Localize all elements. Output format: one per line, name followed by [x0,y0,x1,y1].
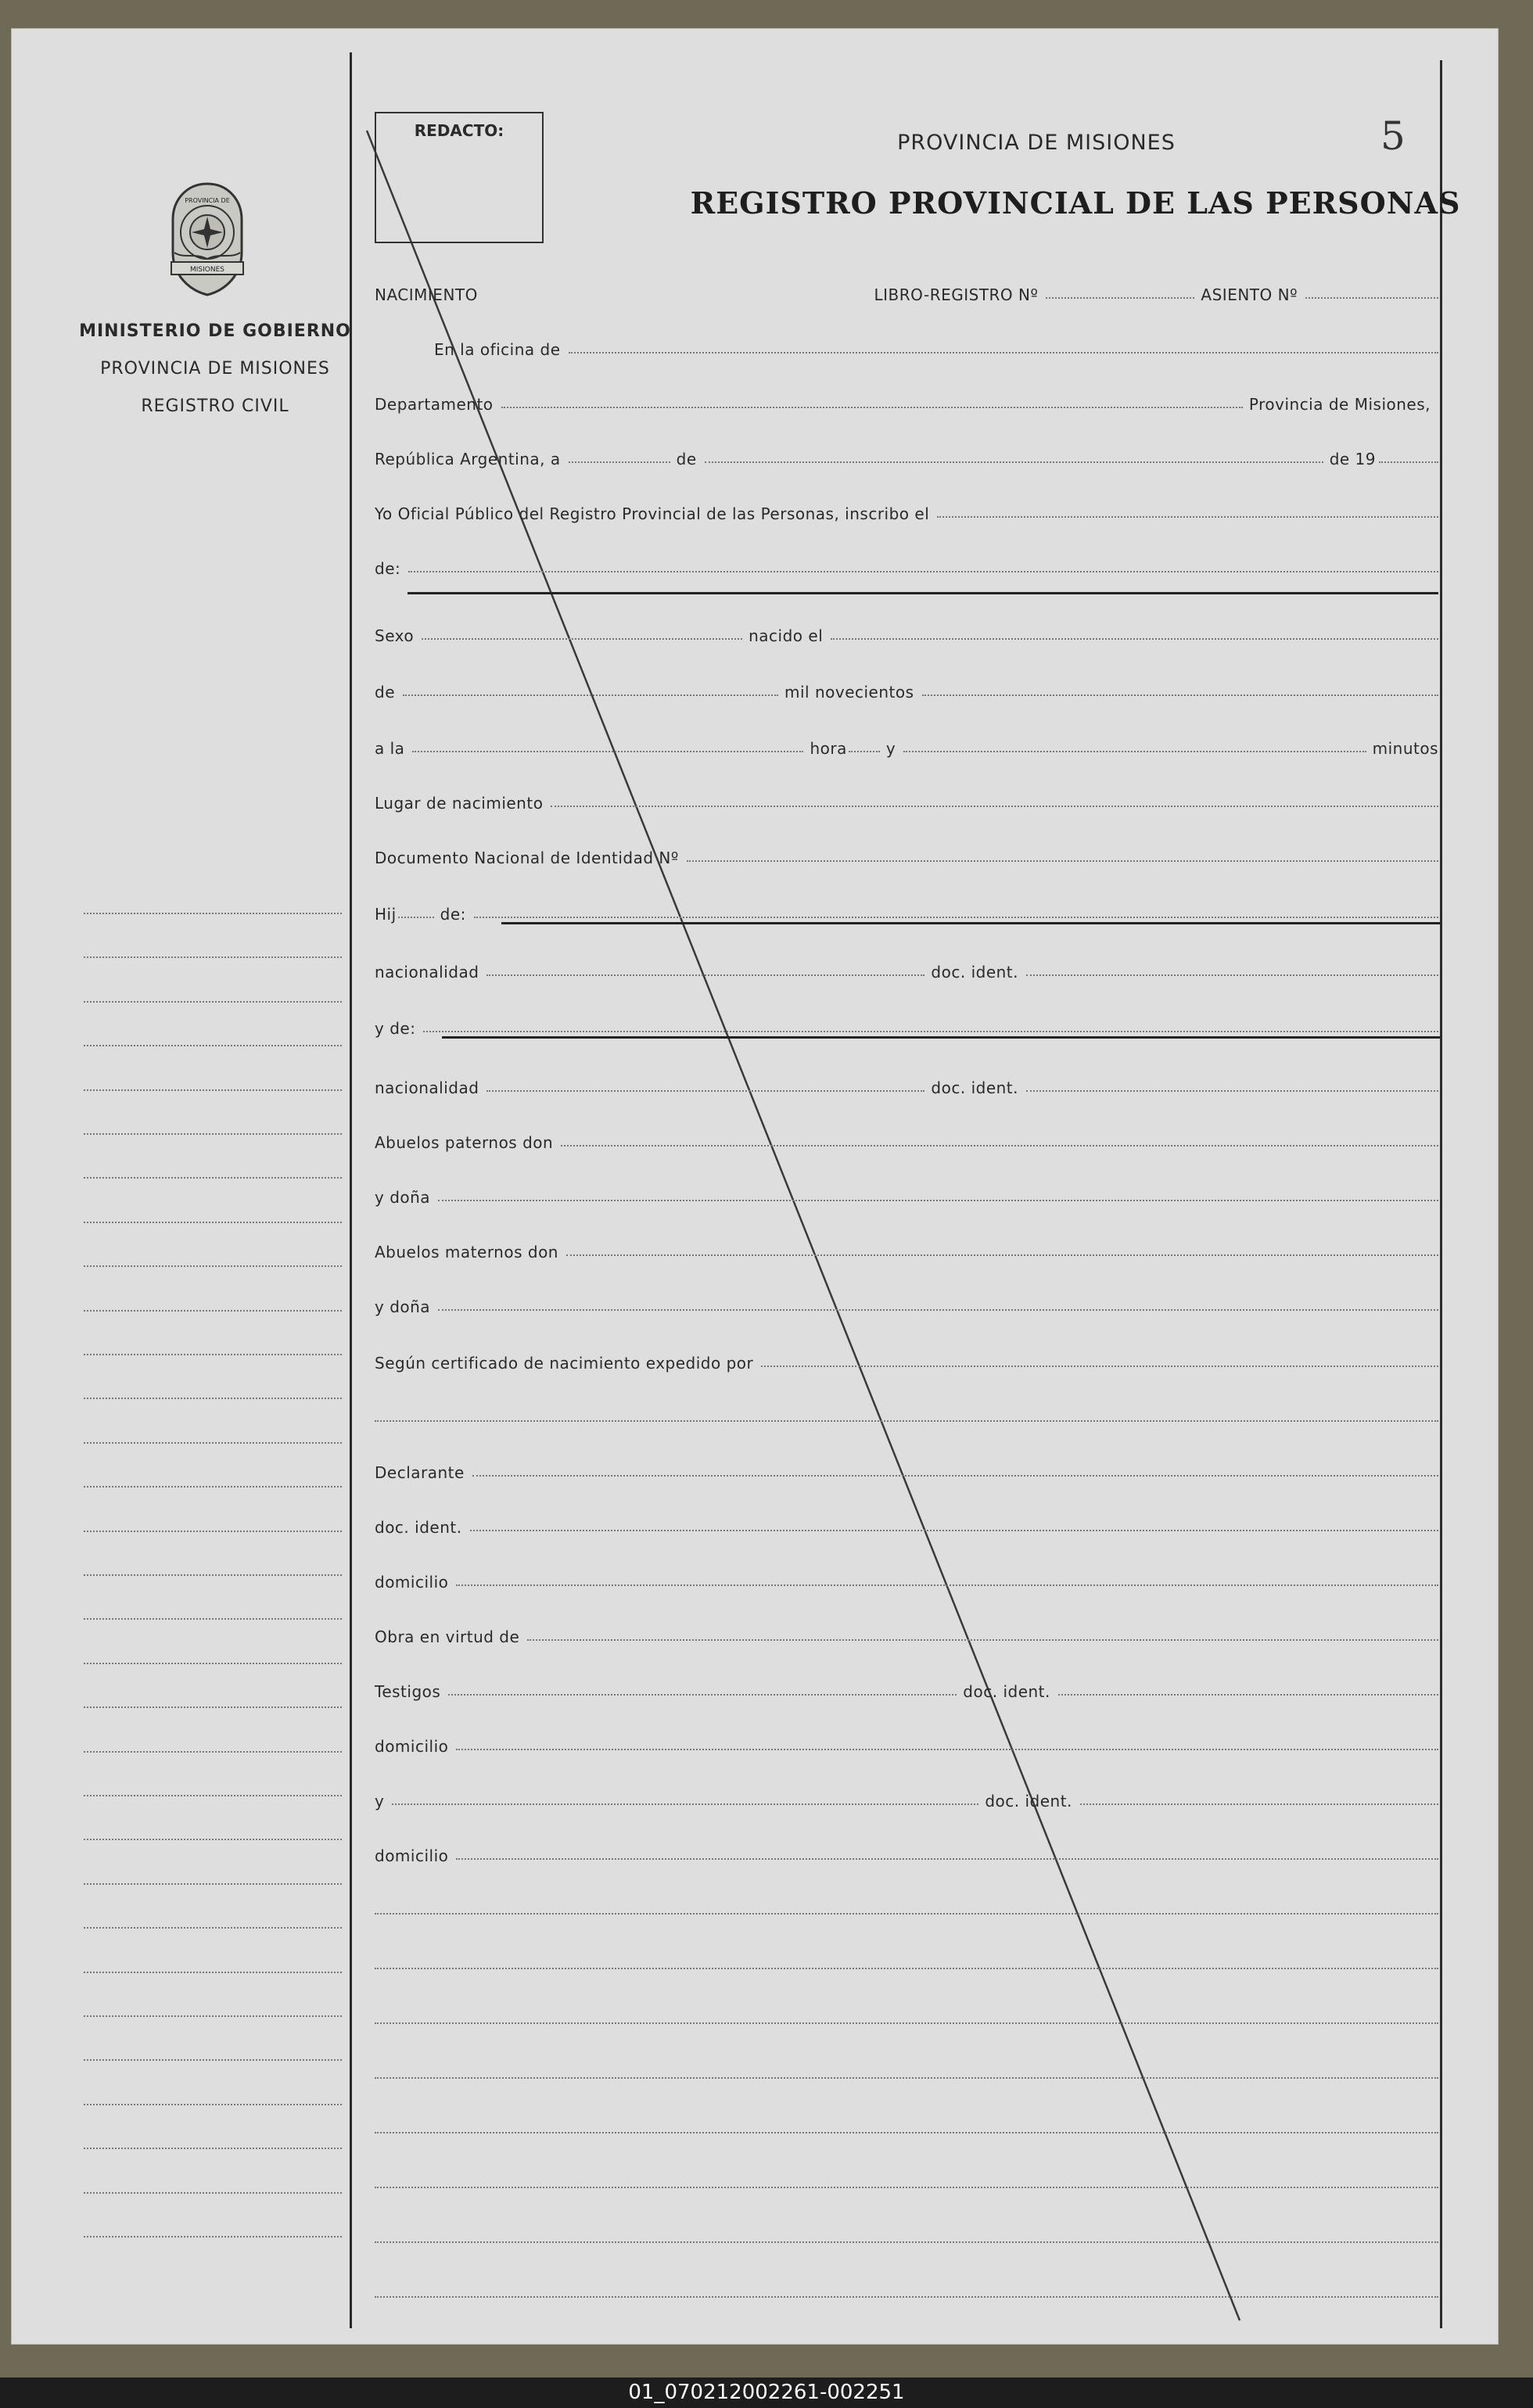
field-asiento[interactable] [1305,297,1438,299]
field-testigo-1-domicilio[interactable] [456,1749,1438,1750]
field-mes-nacimiento[interactable] [403,694,778,696]
svg-text:PROVINCIA DE: PROVINCIA DE [185,197,230,204]
row-nacionalidad-1 [375,953,1438,982]
margin-note-line[interactable] [84,913,342,914]
margin-note-line[interactable] [84,2015,342,2017]
label-declarante: Declarante [375,1463,465,1482]
row-yo-oficial [375,495,1438,523]
field-anio[interactable] [1379,461,1438,463]
margin-note-line[interactable] [84,1795,342,1796]
margin-note-line[interactable] [84,1177,342,1179]
blank-line-field[interactable] [375,1913,1438,1915]
field-a-la[interactable] [412,751,803,752]
row-documento [375,839,1438,867]
row-nacimiento [375,276,1438,304]
scan-caption: 01_070212002261-002251 [0,2377,1533,2408]
registry-title: REGISTRO PROVINCIAL DE LAS PERSONAS [690,185,1461,221]
row-testigo-2 [375,1782,1438,1810]
margin-note-line[interactable] [84,1574,342,1576]
margin-note-line[interactable] [84,2148,342,2149]
label-obra: Obra en virtud de [375,1627,520,1646]
field-lugar[interactable] [551,806,1438,807]
label-oficina: En la oficina de [434,340,561,359]
field-testigo-1-doc[interactable] [1058,1694,1438,1696]
field-hij-suffix[interactable] [398,917,434,918]
margin-note-line[interactable] [84,1398,342,1399]
redacto-box [375,112,544,243]
row-testigo-2-domicilio [375,1837,1438,1865]
row-de-nombre [375,550,1438,578]
row-declarante-doc [375,1509,1438,1537]
label-de-mes: de [375,683,395,702]
margin-note-line[interactable] [84,2104,342,2105]
label-testigo-1-doc: doc. ident. [963,1682,1050,1701]
label-declarante-doc: doc. ident. [375,1518,462,1537]
field-inscribo[interactable] [937,516,1438,518]
field-nombre[interactable] [408,571,1438,572]
row-hij [375,895,1438,924]
province-crest-logo [160,178,254,303]
margin-note-line[interactable] [84,1618,342,1620]
blank-line-field[interactable] [375,2187,1438,2188]
label-abuelos-paternos: Abuelos paternos don [375,1133,554,1152]
redacto-label: REDACTO: [414,121,504,140]
blank-line-field[interactable] [375,2077,1438,2079]
margin-note-line[interactable] [84,1751,342,1753]
field-abuela-paterna[interactable] [438,1200,1438,1201]
label-y-dona-1: y doña [375,1188,431,1207]
row-oficina [434,331,1438,359]
margin-note-line[interactable] [84,1222,342,1223]
field-minutos[interactable] [903,751,1366,752]
row-sexo [375,617,1438,645]
row-nacionalidad-2 [375,1069,1438,1097]
header-province: PROVINCIA DE MISIONES [897,131,1176,155]
field-abuela-materna[interactable] [438,1309,1438,1311]
label-nacimiento: NACIMIENTO [375,285,478,304]
label-testigos: Testigos [375,1682,441,1701]
field-declarante[interactable] [472,1475,1438,1477]
blank-row [375,2056,1438,2084]
margin-note-line[interactable] [84,1045,342,1046]
row-testigo-1-domicilio [375,1728,1438,1756]
row-abuelos-paternos [375,1124,1438,1152]
margin-note-line[interactable] [84,1089,342,1091]
ministry-province: PROVINCIA DE MISIONES [100,359,330,379]
label-a-la: a la [375,739,405,758]
label-de-colon: de: [375,559,401,578]
field-madre[interactable] [423,1031,1438,1032]
label-departamento: Departamento [375,395,494,414]
margin-note-line[interactable] [84,1531,342,1532]
row-certificado-cont [375,1399,1438,1427]
margin-note-line[interactable] [84,1001,342,1003]
row-dona-materna [375,1288,1438,1316]
blank-row [375,2220,1438,2248]
label-declarante-domicilio: domicilio [375,1573,449,1592]
field-oficina[interactable] [569,352,1438,353]
ministry-registry: REGISTRO CIVIL [141,397,289,416]
label-yo-oficial: Yo Oficial Público del Registro Provincial de las Personas, inscribo el [375,504,930,523]
row-departamento [375,386,1438,414]
label-asiento: ASIENTO Nº [1201,285,1298,304]
margin-note-line[interactable] [84,1310,342,1312]
margin-note-line[interactable] [84,1442,342,1444]
page-number: 5 [1380,113,1406,159]
margin-note-line[interactable] [84,2059,342,2061]
label-doc-ident-2: doc. ident. [931,1078,1018,1097]
field-declarante-domicilio[interactable] [456,1584,1438,1586]
blank-row [375,2275,1438,2303]
label-testigo-2-doc: doc. ident. [985,1792,1072,1810]
field-mes[interactable] [705,461,1323,463]
field-obra[interactable] [527,1639,1438,1641]
field-abuelo-materno[interactable] [566,1254,1438,1256]
field-nacionalidad-1[interactable] [486,974,924,976]
label-minutos: minutos [1372,739,1438,758]
label-y-de: y de: [375,1019,416,1038]
field-doc-ident-2[interactable] [1026,1090,1438,1092]
margin-note-line[interactable] [84,1133,342,1135]
label-mil-novecientos: mil novecientos [784,683,914,702]
margin-note-line[interactable] [84,1927,342,1929]
margin-divider [350,52,352,2328]
label-de-19: de 19 [1329,450,1376,468]
label-lugar: Lugar de nacimiento [375,794,544,813]
field-declarante-doc[interactable] [470,1530,1438,1531]
field-doc-ident-1[interactable] [1026,974,1438,976]
label-testigo-2-domicilio: domicilio [375,1846,449,1865]
row-mil-novecientos [375,673,1438,702]
row-declarante [375,1454,1438,1482]
field-certificado[interactable] [761,1365,1438,1367]
field-certificado-cont[interactable] [375,1420,1438,1422]
row-certificado [375,1344,1438,1373]
label-libro-registro: LIBRO-REGISTRO Nº [874,285,1039,304]
margin-note-line[interactable] [84,1265,342,1267]
field-testigo-2[interactable] [392,1803,978,1805]
field-dia[interactable] [569,461,670,463]
field-padre[interactable] [474,917,1438,918]
svg-text:MISIONES: MISIONES [189,266,225,274]
row-declarante-domicilio [375,1563,1438,1592]
blank-line-field[interactable] [375,2022,1438,2024]
label-doc-ident-1: doc. ident. [931,963,1018,982]
margin-note-line[interactable] [84,1972,342,1973]
margin-note-line[interactable] [84,1839,342,1840]
field-testigo-2-doc[interactable] [1080,1803,1438,1805]
margin-note-line[interactable] [84,1354,342,1355]
field-sexo[interactable] [422,638,742,640]
label-y-dona-2: y doña [375,1297,431,1316]
field-departamento[interactable] [501,407,1243,408]
blank-row [375,2111,1438,2139]
document-page [11,28,1499,2345]
blank-row [375,1892,1438,1920]
row-y-de [375,1010,1438,1038]
field-hora[interactable] [849,751,880,752]
label-hij: Hij [375,905,397,924]
right-border [1440,60,1442,2328]
margin-note-line[interactable] [84,956,342,958]
row-obra [375,1618,1438,1646]
field-testigo-2-domicilio[interactable] [456,1858,1438,1860]
label-nacido-el: nacido el [749,626,824,645]
label-abuelos-maternos: Abuelos maternos don [375,1243,558,1261]
margin-note-line[interactable] [84,2192,342,2194]
field-nacionalidad-2[interactable] [486,1090,924,1092]
blank-line-field[interactable] [375,2241,1438,2243]
blank-line-field[interactable] [375,2132,1438,2133]
label-y-testigo: y [375,1792,385,1810]
label-y: y [885,739,896,758]
row-testigos [375,1673,1438,1701]
label-de-padre: de: [440,905,466,924]
rule-2 [501,922,1440,924]
margin-note-line[interactable] [84,1663,342,1664]
blank-line-field[interactable] [375,1968,1438,1969]
blank-row [375,2001,1438,2029]
blank-row [375,1947,1438,1975]
label-nacionalidad-2: nacionalidad [375,1078,479,1097]
label-de: de [676,450,697,468]
label-testigo-1-domicilio: domicilio [375,1737,449,1756]
label-hora: hora [810,739,847,758]
label-sexo: Sexo [375,626,415,645]
field-testigo-1[interactable] [448,1694,957,1696]
field-nacido-el[interactable] [831,638,1438,640]
row-dona-paterna [375,1179,1438,1207]
label-republica: República Argentina, a [375,450,561,468]
rule-3 [442,1036,1440,1039]
row-hora [375,730,1438,758]
row-lugar [375,784,1438,813]
row-fecha [375,440,1438,468]
rule-1 [407,592,1438,594]
label-documento: Documento Nacional de Identidad Nº [375,849,679,867]
label-provincia-misiones: Provincia de Misiones, [1248,395,1431,414]
ministry-title: MINISTERIO DE GOBIERNO [79,321,351,341]
label-certificado: Según certificado de nacimiento expedido por [375,1354,754,1373]
margin-note-line[interactable] [84,1883,342,1885]
label-nacionalidad-1: nacionalidad [375,963,479,982]
field-documento[interactable] [687,860,1438,862]
field-abuelo-paterno[interactable] [561,1145,1438,1147]
margin-note-line[interactable] [84,1486,342,1488]
margin-note-line[interactable] [84,1706,342,1708]
row-abuelos-maternos [375,1233,1438,1261]
blank-line-field[interactable] [375,2296,1438,2298]
field-libro-registro[interactable] [1046,297,1194,299]
blank-row [375,2166,1438,2194]
field-anio-nacimiento[interactable] [922,694,1438,696]
margin-note-line[interactable] [84,2236,342,2238]
